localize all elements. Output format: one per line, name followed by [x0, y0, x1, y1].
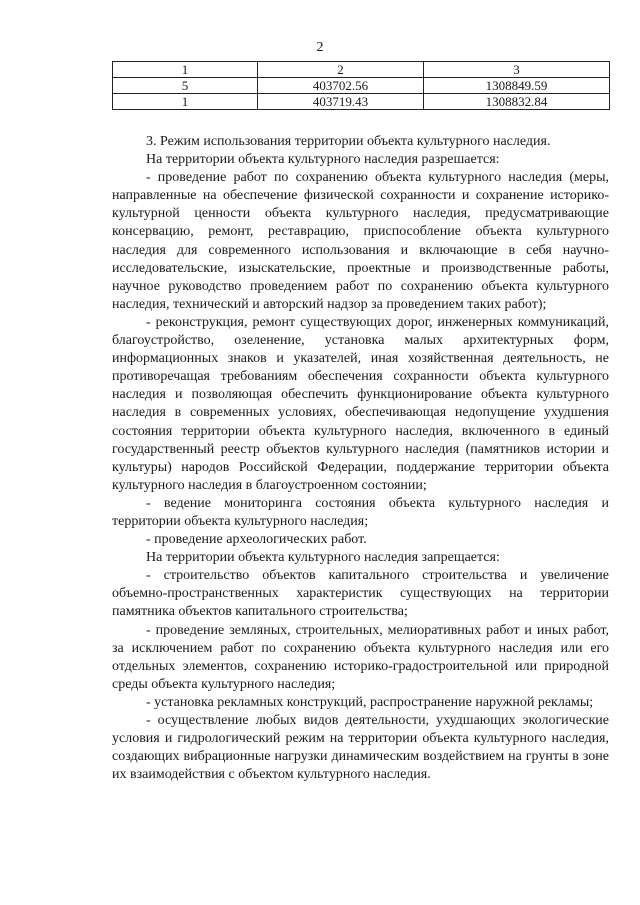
page-number: 2	[316, 40, 324, 55]
table-header-cell: 1	[113, 62, 258, 78]
table-cell: 403702.56	[258, 78, 424, 94]
table-header-cell: 2	[258, 62, 424, 78]
table-cell: 403719.43	[258, 94, 424, 110]
list-item: - осуществление любых видов деятельности, ухудшающих экологические условия и гидрологический режим на территории объекта культурного наследия, создающих вибрационные нагрузки динамическим воздействием на грунты в зоне их взаимодействия с объектом культурного наследия.	[112, 713, 609, 783]
document-body	[112, 133, 609, 784]
list-item: - ведение мониторинга состояния объекта культурного наследия и территории объекта культурного наследия;	[112, 495, 609, 529]
paragraph: На территории объекта культурного наследия запрещается:	[146, 550, 500, 566]
table-row	[113, 94, 610, 110]
section-heading: 3. Режим использования территории объекта культурного наследия.	[146, 134, 551, 149]
table-cell: 1308849.59	[424, 78, 610, 94]
table-cell: 5	[113, 78, 258, 94]
table-cell: 1	[113, 94, 258, 110]
table-header-cell: 3	[424, 62, 610, 78]
list-item: - проведение работ по сохранению объекта культурного наследия (меры, направленные на обеспечение физической сохранности и сохранение историко-культурной ценности объекта культурного наследия, предусматривающие консервацию, ремонт, реставрацию, приспособление объекта культурного наследия для современного использования и включающие в себя научно-исследовательские, изыскательские, проектные и производственные работы, научное руководство проведением работ по сохранению объекта культурного наследия, технический и авторский надзор за проведением таких работ);	[112, 170, 609, 312]
table-header-row	[113, 62, 610, 78]
list-item: - реконструкция, ремонт существующих дорог, инженерных коммуникаций, благоустройство, озеленение, установка малых архитектурных форм, информационных знаков и указателей, иная хозяйственная деятельность, не противоречащая требованиям обеспечения сохранности объекта культурного наследия и позволяющая обеспечить функционирование объекта культурного наследия в современных условиях, обеспечивающая недопущение ухудшения состояния территории объекта культурного наследия, включенного в единый государственный реестр объектов культурного наследия (памятников истории и культуры) народов Российской Федерации, поддержание территории объекта культурного наследия в благоустроенном состоянии;	[112, 314, 609, 493]
list-item: - установка рекламных конструкций, распространение наружной рекламы;	[146, 694, 594, 710]
list-item: - строительство объектов капитального строительства и увеличение объемно-пространственных характеристик существующих на территории памятника объектов капитального строительства;	[112, 568, 609, 620]
list-item: - проведение археологических работ.	[146, 532, 367, 548]
list-item: - проведение земляных, строительных, мелиоративных работ и иных работ, за исключением работ по сохранению объекта культурного наследия или его отдельных элементов, сохранению историко-градостроительной или природной среды объекта культурного наследия;	[112, 622, 609, 692]
coordinates-table	[112, 61, 610, 110]
table-cell: 1308832.84	[424, 94, 610, 110]
table-row	[113, 78, 610, 94]
paragraph: На территории объекта культурного наследия разрешается:	[146, 152, 500, 168]
